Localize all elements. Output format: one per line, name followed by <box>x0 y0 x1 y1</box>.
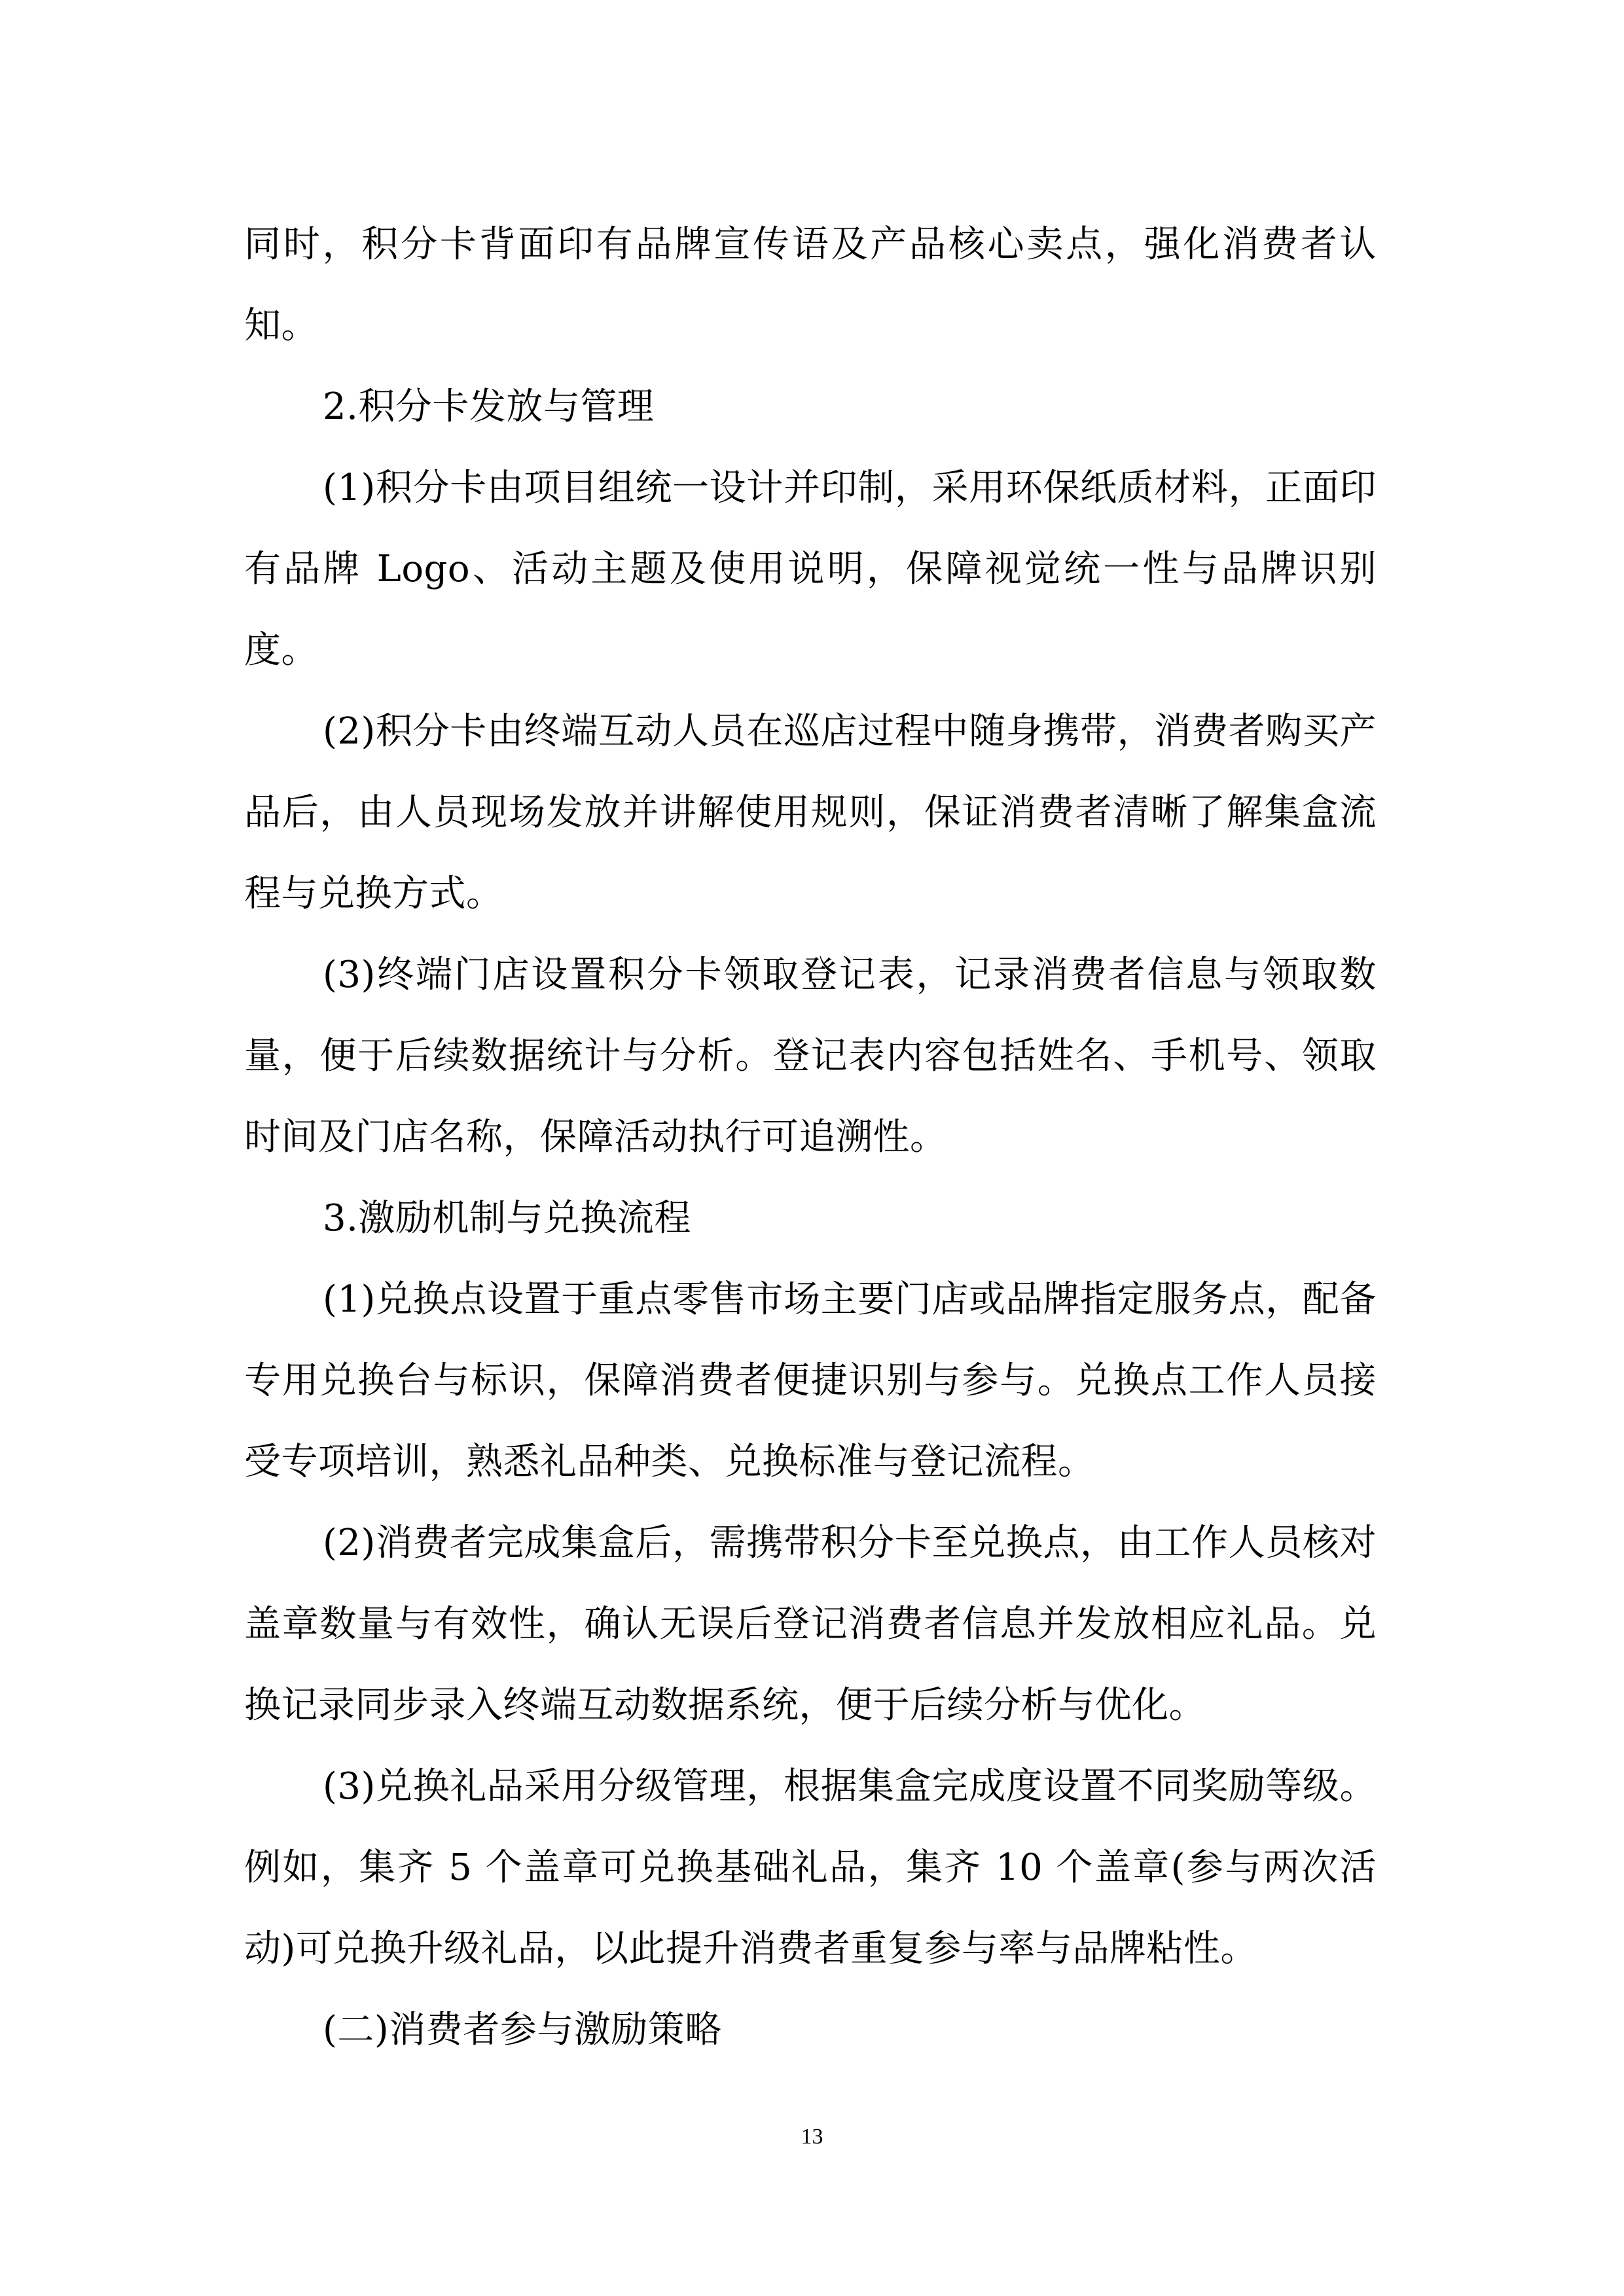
paragraph-registration-form: (3)终端门店设置积分卡领取登记表，记录消费者信息与领取数量，便于后续数据统计与分析。登记表内容包括姓名、手机号、领取时间及门店名称，保障活动执行可追溯性。 <box>244 954 1377 1158</box>
paragraph-gift-tiers: (3)兑换礼品采用分级管理，根据集盒完成度设置不同奖励等级。例如，集齐 5 个盖章可兑换基础礼品，集齐 10 个盖章(参与两次活动)可兑换升级礼品，以此提升消费者重复参与率与品牌粘性。 <box>244 1765 1377 1970</box>
paragraph-card-distribution: (2)积分卡由终端互动人员在巡店过程中随身携带，消费者购买产品后，由人员现场发放并讲解使用规则，保证消费者清晰了解集盒流程与兑换方式。 <box>244 710 1377 915</box>
paragraph-exchange-points: (1)兑换点设置于重点零售市场主要门店或品牌指定服务点，配备专用兑换台与标识，保障消费者便捷识别与参与。兑换点工作人员接受专项培训，熟悉礼品种类、兑换标准与登记流程。 <box>244 1278 1377 1483</box>
page-number: 13 <box>801 2125 823 2149</box>
paragraph-exchange-verification: (2)消费者完成集盒后，需携带积分卡至兑换点，由工作人员核对盖章数量与有效性，确认无误后登记消费者信息并发放相应礼品。兑换记录同步录入终端互动数据系统，便于后续分析与优化。 <box>244 1522 1377 1727</box>
section-heading-consumer-incentive: (二)消费者参与激励策略 <box>323 2009 722 2051</box>
paragraph-continuation: 同时，积分卡背面印有品牌宣传语及产品核心卖点，强化消费者认知。 <box>244 223 1377 347</box>
document-body <box>244 204 1377 2071</box>
section-heading-card-distribution: 2.积分卡发放与管理 <box>323 386 655 428</box>
paragraph-card-design: (1)积分卡由项目组统一设计并印制，采用环保纸质材料，正面印有品牌 Logo、活动主题及使用说明，保障视觉统一性与品牌识别度。 <box>244 467 1377 672</box>
section-heading-incentive-exchange: 3.激励机制与兑换流程 <box>323 1197 691 1240</box>
